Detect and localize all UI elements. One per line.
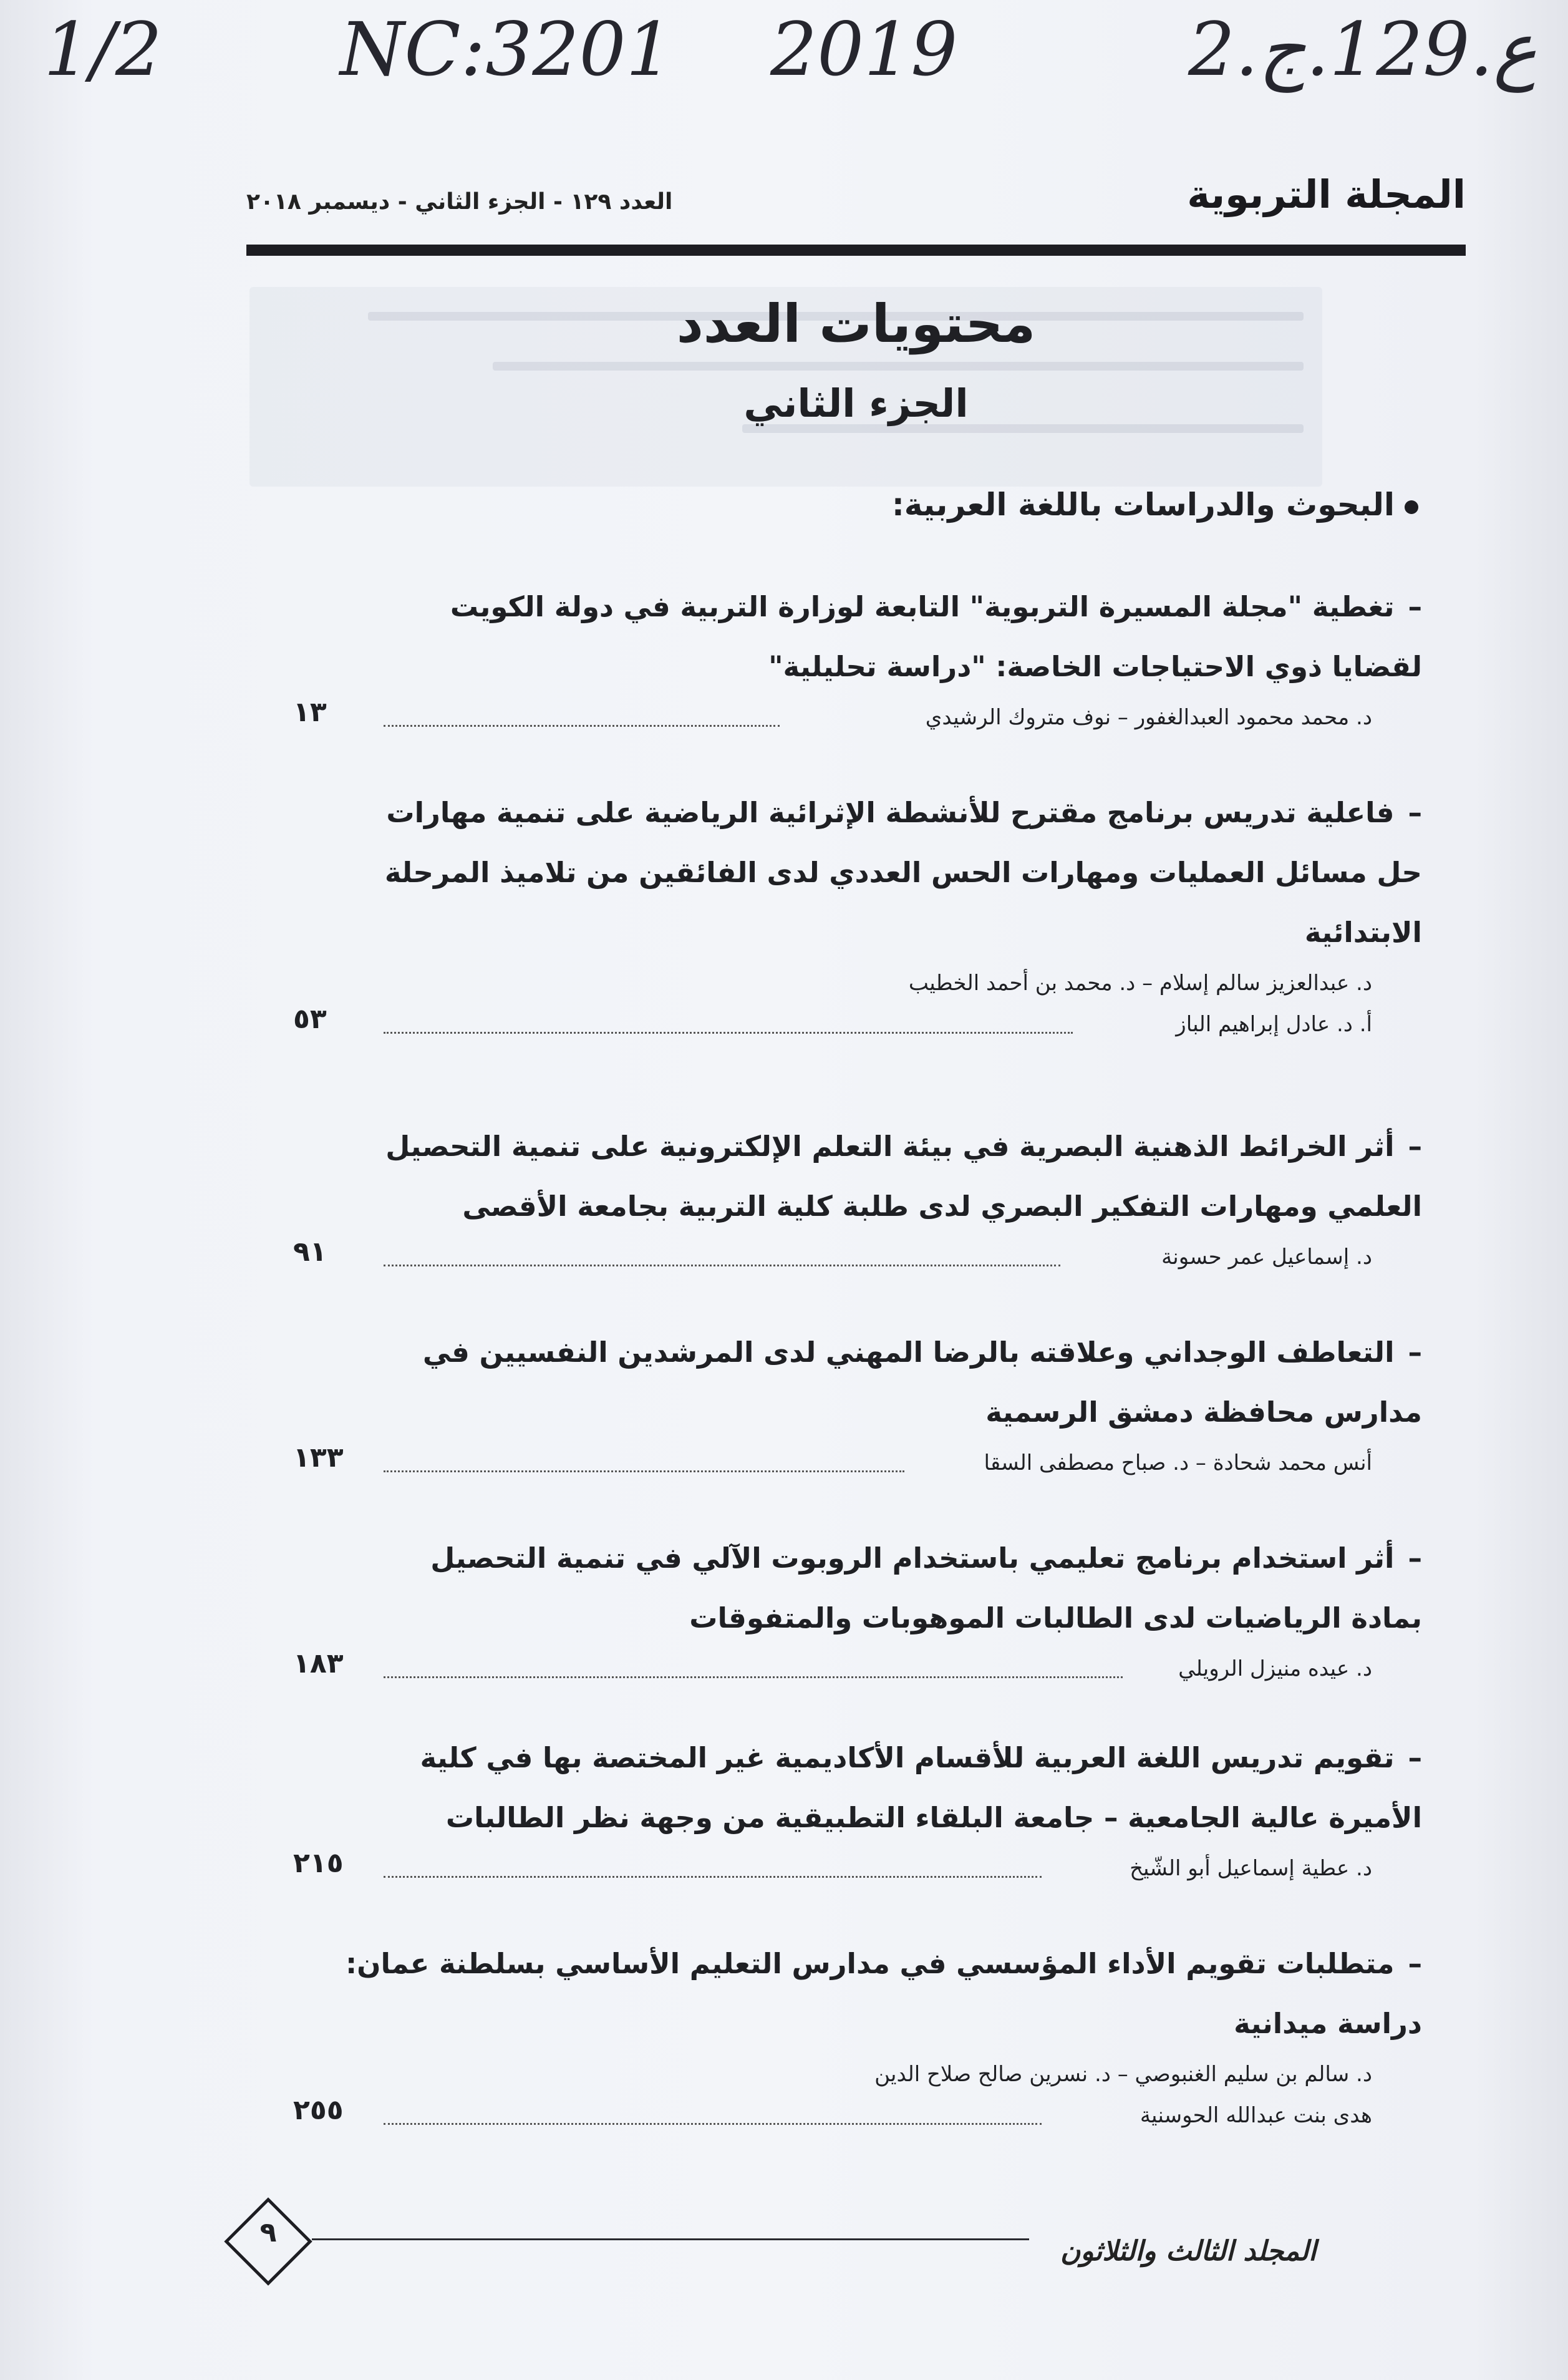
page-subtitle: الجزء الثاني — [743, 381, 969, 426]
entry-author-line: د. سالم بن سليم الغنبوصي – د. نسرين صالح صلاح الدين — [874, 2062, 1372, 2087]
entry-title-line: –تغطية "مجلة المسيرة التربوية" التابعة لوزارة التربية في دولة الكويت — [450, 590, 1422, 623]
page-title: محتويات العدد — [676, 293, 1036, 354]
header-rule — [246, 245, 1466, 256]
entry-title-line: حل مسائل العمليات ومهارات الحس العددي لدى الفائقين من تلاميذ المرحلة — [384, 856, 1422, 889]
toc-entry[interactable] — [293, 577, 1422, 738]
entry-title-line: –تقويم تدريس اللغة العربية للأقسام الأكاديمية غير المختصة بها في كلية — [420, 1741, 1422, 1774]
section-heading — [892, 487, 1418, 523]
handwritten-note: 1/2 — [44, 6, 162, 92]
toc-entry[interactable] — [293, 1117, 1422, 1278]
entry-author-line: د. محمد محمود العبدالغفور – نوف متروك الرشيدي ١٣ — [293, 697, 1422, 738]
handwritten-note: ع.129.ج.2 — [1188, 6, 1537, 92]
entry-author-line: أ. د. عادل إبراهيم الباز ٥٣ — [293, 1004, 1422, 1045]
entry-title-line: –أثر استخدام برنامج تعليمي باستخدام الروبوت الآلي في تنمية التحصيل — [430, 1542, 1422, 1575]
entry-title-line: دراسة ميدانية — [1234, 2007, 1422, 2040]
toc-entry[interactable] — [293, 783, 1422, 1045]
page-number: ٥٣ — [293, 1003, 327, 1035]
entry-title-line: العلمي ومهارات التفكير البصري لدى طلبة كلية التربية بجامعة الأقصى — [462, 1190, 1422, 1223]
page-number: ١٣٣ — [293, 1442, 344, 1474]
entry-title-line: –فاعلية تدريس برنامج مقترح للأنشطة الإثرائية الرياضية على تنمية مهارات — [386, 796, 1422, 829]
toc-entry[interactable] — [293, 1934, 1422, 2136]
page-number: ٢١٥ — [293, 1847, 344, 1879]
entry-title-line: الأميرة عالية الجامعية – جامعة البلقاء التطبيقية من وجهة نظر الطالبات — [445, 1801, 1422, 1834]
journal-name: المجلة التربوية — [1187, 172, 1466, 217]
issue-info: العدد ١٢٩ - الجزء الثاني - ديسمبر ٢٠١٨ — [246, 189, 673, 215]
footer-page-number: ٩ — [259, 2217, 277, 2248]
entry-title-line: –متطلبات تقويم الأداء المؤسسي في مدارس التعليم الأساسي بسلطنة عمان: — [346, 1947, 1422, 1980]
entry-author-line: د. إسماعيل عمر حسونة ٩١ — [293, 1236, 1422, 1278]
page-number: ٩١ — [293, 1236, 327, 1268]
section-heading-text: البحوث والدراسات باللغة العربية: — [891, 487, 1395, 523]
entry-title-line: بمادة الرياضيات لدى الطالبات الموهوبات والمتفوقات — [689, 1601, 1422, 1634]
page-number: ١٨٣ — [293, 1648, 344, 1679]
entry-author-line: أنس محمد شحادة – د. صباح مصطفى السقا ١٣٣ — [293, 1442, 1422, 1484]
entry-title-line: الابتدائية — [1304, 916, 1422, 949]
entry-author-line: د. عطية إسماعيل أبو الشّيخ ٢١٥ — [293, 1848, 1422, 1889]
running-header — [246, 172, 1466, 221]
footer-volume: المجلد الثالث والثلاثون — [1060, 2235, 1317, 2267]
entry-title-line: لقضايا ذوي الاحتياجات الخاصة: "دراسة تحليلية" — [768, 650, 1422, 683]
bullet-icon — [1405, 500, 1418, 514]
entry-author-line: د. عيده منيزل الرويلي ١٨٣ — [293, 1648, 1422, 1689]
handwritten-note: 2019 — [770, 6, 958, 92]
entry-title-line: –أثر الخرائط الذهنية البصرية في بيئة التعلم الإلكترونية على تنمية التحصيل — [385, 1130, 1422, 1163]
entry-title-line: –التعاطف الوجداني وعلاقته بالرضا المهني لدى المرشدين النفسيين في — [422, 1336, 1422, 1369]
page-number: ١٣ — [293, 696, 327, 728]
footer-rule — [312, 2238, 1029, 2240]
entry-author-line: هدى بنت عبدالله الحوسنية ٢٥٥ — [293, 2095, 1422, 2136]
entry-title-line: مدارس محافظة دمشق الرسمية — [985, 1396, 1422, 1429]
page-number: ٢٥٥ — [293, 2094, 344, 2126]
toc-entry[interactable] — [293, 1323, 1422, 1484]
toc-entry[interactable] — [293, 1728, 1422, 1889]
entry-author-line: د. عبدالعزيز سالم إسلام – د. محمد بن أحمد الخطيب — [908, 971, 1372, 996]
toc-entry[interactable] — [293, 1528, 1422, 1689]
handwritten-note: NC:3201 — [340, 6, 673, 92]
